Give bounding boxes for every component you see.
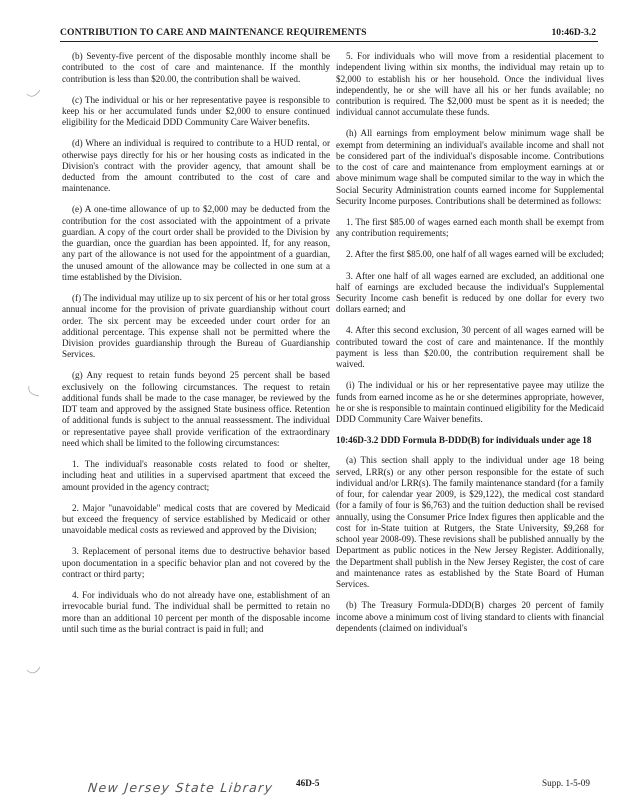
- paragraph: (a) This section shall apply to the individual under age 18 being served, LRR(s) or any other person responsible for the estate of such individual and/or LRR(s). The family maintenance standard (for a family of four, for calendar year 2009, is $29,122), the medical cost standard (for a family of four is $6,763) and the tuition deduction shall be revised annually, using the Consumer Price Index figures then applicable and the cost for in-State tuition at Rutgers, the State University, $9,268 for school year 2008-09). These revisions shall be published annually by the Department as public notices in the New Jersey Register. Additionally, the Department shall publish in the New Jersey Register, the cost of care and maintenance rates as established by the State Board of Human Services.: [336, 455, 604, 590]
- scan-mark-icon: [25, 384, 43, 400]
- scan-mark-icon: [25, 86, 43, 102]
- paragraph: (b) Seventy-five percent of the disposable monthly income shall be contributed to the cost of care and maintenance. If the monthly contribution is less than $20.00, the contribution shall be waived.: [62, 51, 330, 84]
- list-item: 2. Major "unavoidable" medical costs that are covered by Medicaid but exceed the frequency of service established by Medicaid or other unavoidable medical costs as reviewed and approved by the Division;: [62, 502, 330, 536]
- list-item: 1. The first $85.00 of wages earned each month shall be exempt from any contribution requirements;: [336, 217, 604, 239]
- page-number: 46D-5: [296, 778, 320, 788]
- list-item: 3. Replacement of personal items due to destructive behavior based upon documentation in a specific behavior plan and not covered by the contract or third party;: [62, 546, 330, 579]
- paragraph: (h) All earnings from employment below minimum wage shall be exempt from determining an individual's available income and shall not be considered part of the individual's disposable income. Contributions to the cost of care and maintenance from employment earnings at or above minimum wage shall be computed similar to the way in which the Social Security Administration counts earned income for Supplemental Security Income purposes. Contributions shall be determined as follows:: [336, 128, 604, 206]
- paragraph: (g) Any request to retain funds beyond 25 percent shall be based exclusively on the following circumstances. The request to retain additional funds shall be made to the case manager, be reviewed by the IDT team and approved by the assigned State business office. Retention of additional funds is subject to the annual reassessment. The individual or representative payee shall provide verification of the extraordinary need which shall be limited to the following circumstances:: [62, 370, 330, 448]
- supplement-date: Supp. 1-5-09: [542, 778, 590, 788]
- right-column: [336, 51, 604, 644]
- paragraph: (b) The Treasury Formula-DDD(B) charges 20 percent of family income above a minimum cost of living standard to clients with financial dependents (claimed on individual's: [336, 600, 604, 633]
- library-stamp: New Jersey State Library: [87, 780, 275, 795]
- paragraph: (f) The individual may utilize up to six percent of his or her total gross annual income for the provision of private guardianship without court order. The six percent may be exceeded under court order for an additional percentage. This expense shall not be permitted where the Division provides guardianship through the Bureau of Guardianship Services.: [62, 293, 330, 360]
- list-item: 4. After this second exclusion, 30 percent of all wages earned will be contributed toward the cost of care and maintenance. If the monthly payment is less than $20.00, the contribution requirement shall be waived.: [336, 325, 604, 370]
- section-heading: 10:46D-3.2 DDD Formula B-DDD(B) for individuals under age 18: [336, 435, 592, 446]
- paragraph: (c) The individual or his or her representative payee is responsible to keep his or her accumulated funds under $2,000 to ensure continued eligibility for the Medicaid DDD Community Care Waiver benefits.: [62, 94, 330, 128]
- header-title: CONTRIBUTION TO CARE AND MAINTENANCE REQUIREMENTS: [60, 27, 367, 38]
- list-item: 1. The individual's reasonable costs related to food or shelter, including heat and utilities in a supervised apartment that exceed the amount provided in the agency contract;: [62, 459, 330, 492]
- paragraph: (d) Where an individual is required to contribute to a HUD rental, or otherwise pays directly for his or her housing costs as indicated in the Division's contract with the provider agency, that amount shall be deducted from the amount contributed to the cost of care and maintenance.: [62, 138, 330, 194]
- paragraph: (e) A one-time allowance of up to $2,000 may be deducted from the contribution for the cost associated with the appointment of a private guardian. A copy of the court order shall be provided to the Division by the guardian, once the guardian has been appointed. If, for any reason, any part of the allowance is not used for the appointment of a guardian, the unused amount of the allowance may be collected in one sum at a time established by the Division.: [62, 204, 330, 282]
- header-section-code: 10:46D-3.2: [551, 27, 596, 38]
- list-item: 4. For individuals who do not already have one, establishment of an irrevocable burial fund. The individual shall be permitted to retain no more than an additional 10 percent per month of the disposable income until such time as the burial contract is paid in full; and: [62, 590, 330, 634]
- running-header: [60, 27, 598, 42]
- left-column: [62, 51, 330, 645]
- page-footer: [0, 776, 618, 796]
- list-item: 5. For individuals who will move from a residential placement to independent living within six months, the individual may retain up to $2,000 to establish his or her household. Once the individual lives independently, he or she will have all his or her funds available; no contribution is required. The $2,000 must be spent as it is needed; the individual cannot accumulate these funds.: [336, 51, 604, 118]
- list-item: 3. After one half of all wages earned are excluded, an additional one half of earnings are excluded because the individual's Supplemental Security Income cash benefit is reduced by one dollar for every two dollars earned; and: [336, 270, 604, 315]
- list-item: 2. After the first $85.00, one half of all wages earned will be excluded;: [346, 249, 604, 260]
- scan-mark-icon: [25, 664, 43, 680]
- paragraph: (i) The individual or his or her representative payee may utilize the funds from earned income as he or she determines appropriate, however, he or she is responsible to maintain continued eligibility for the Medicaid DDD Community Care Waiver benefits.: [336, 380, 604, 425]
